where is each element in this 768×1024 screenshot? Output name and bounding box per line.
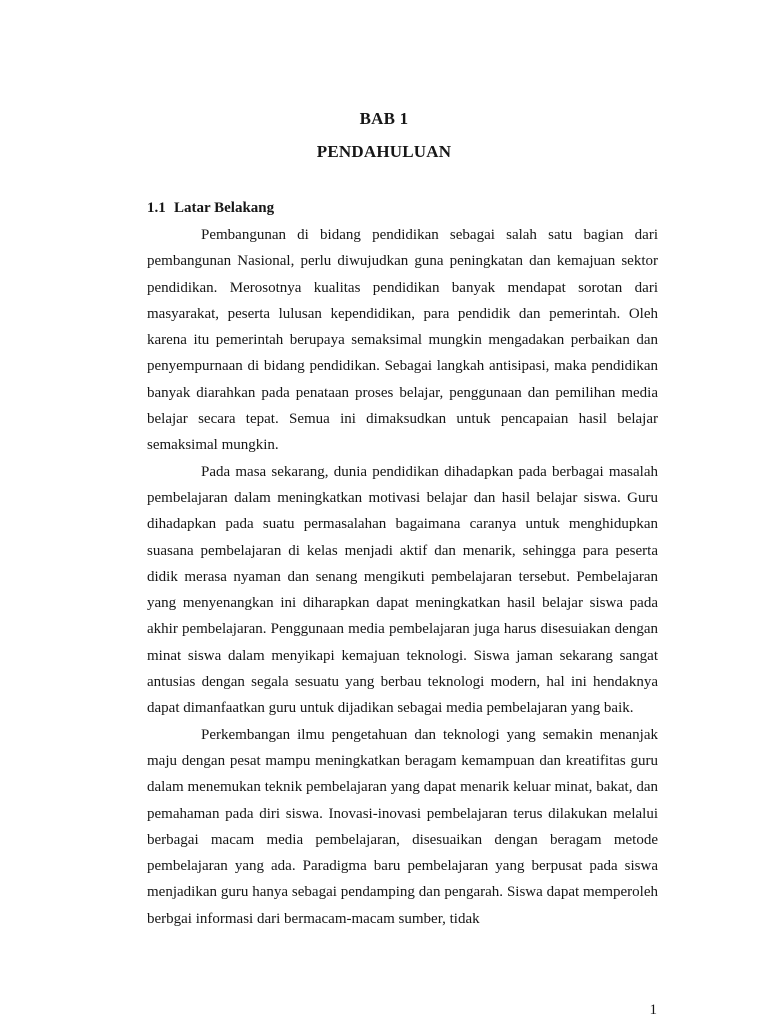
paragraph: Perkembangan ilmu pengetahuan dan teknologi yang semakin menanjak maju dengan pesat mampu meningkatkan beragam kemampuan dan kreatifitas guru dalam menemukan teknik pembelajaran yang dapat menarik keluar minat, bakat, dan pemahaman pada diri siswa. Inovasi-inovasi pembelajaran terus dilakukan melalui berbagai macam media pembelajaran, disesuaikan dengan beragam metode pembelajaran yang ada. Paradigma baru pembelajaran yang berpusat pada siswa menjadikan guru hanya sebagai pendamping dan pengarah. Siswa dapat memperoleh berbgai informasi dari bermacam-macam sumber, tidak [147,726,658,927]
chapter-title: PENDAHULUAN [316,142,452,161]
chapter-number: BAB 1 [359,109,409,128]
section-title: Latar Belakang [174,200,275,216]
paragraph: Pembangunan di bidang pendidikan sebagai salah satu bagian dari pembangunan Nasional, perlu diwujudkan guna peningkatan dan kemajuan sektor pendidikan. Merosotnya kualitas pendidikan banyak mendapat sorotan dari masyarakat, peserta lulusan kependidikan, para pendidik dan pemerintah. Oleh karena itu pemerintah berupaya semaksimal mungkin mengadakan perbaikan dan penyempurnaan di bidang pendidikan. Sebagai langkah antisipasi, maka pendidikan banyak diarahkan pada penataan proses belajar, penggunaan dan pemilihan media belajar secara tepat. Semua ini dimaksudkan untuk pencapaian hasil belajar semaksimal mungkin. [147,227,658,454]
page-number: 1 [649,1002,657,1018]
paragraph: Pada masa sekarang, dunia pendidikan dihadapkan pada berbagai masalah pembelajaran dalam meningkatkan motivasi belajar dan hasil belajar siswa. Guru dihadapkan pada suatu permasalahan bagaimana caranya untuk menghidupkan suasana pembelajaran di kelas menjadi aktif dan menarik, sehingga para peserta didik merasa nyaman dan senang mengikuti pembelajaran tersebut. Pembelajaran yang menyenangkan ini diharapkan dapat meningkatkan hasil belajar siswa pada akhir pembelajaran. Penggunaan media pembelajaran juga harus disesuiakan dengan minat siswa dalam menyikapi kemajuan teknologi. Siswa jaman sekarang sangat antusias dengan segala sesuatu yang berbau teknologi modern, hal ini hendaknya dapat dimanfaatkan guru untuk dijadikan sebagai media pembelajaran yang baik. [147,463,658,717]
section-number: 1.1 [147,200,166,216]
body-text [147,222,658,932]
section-heading [147,200,274,217]
